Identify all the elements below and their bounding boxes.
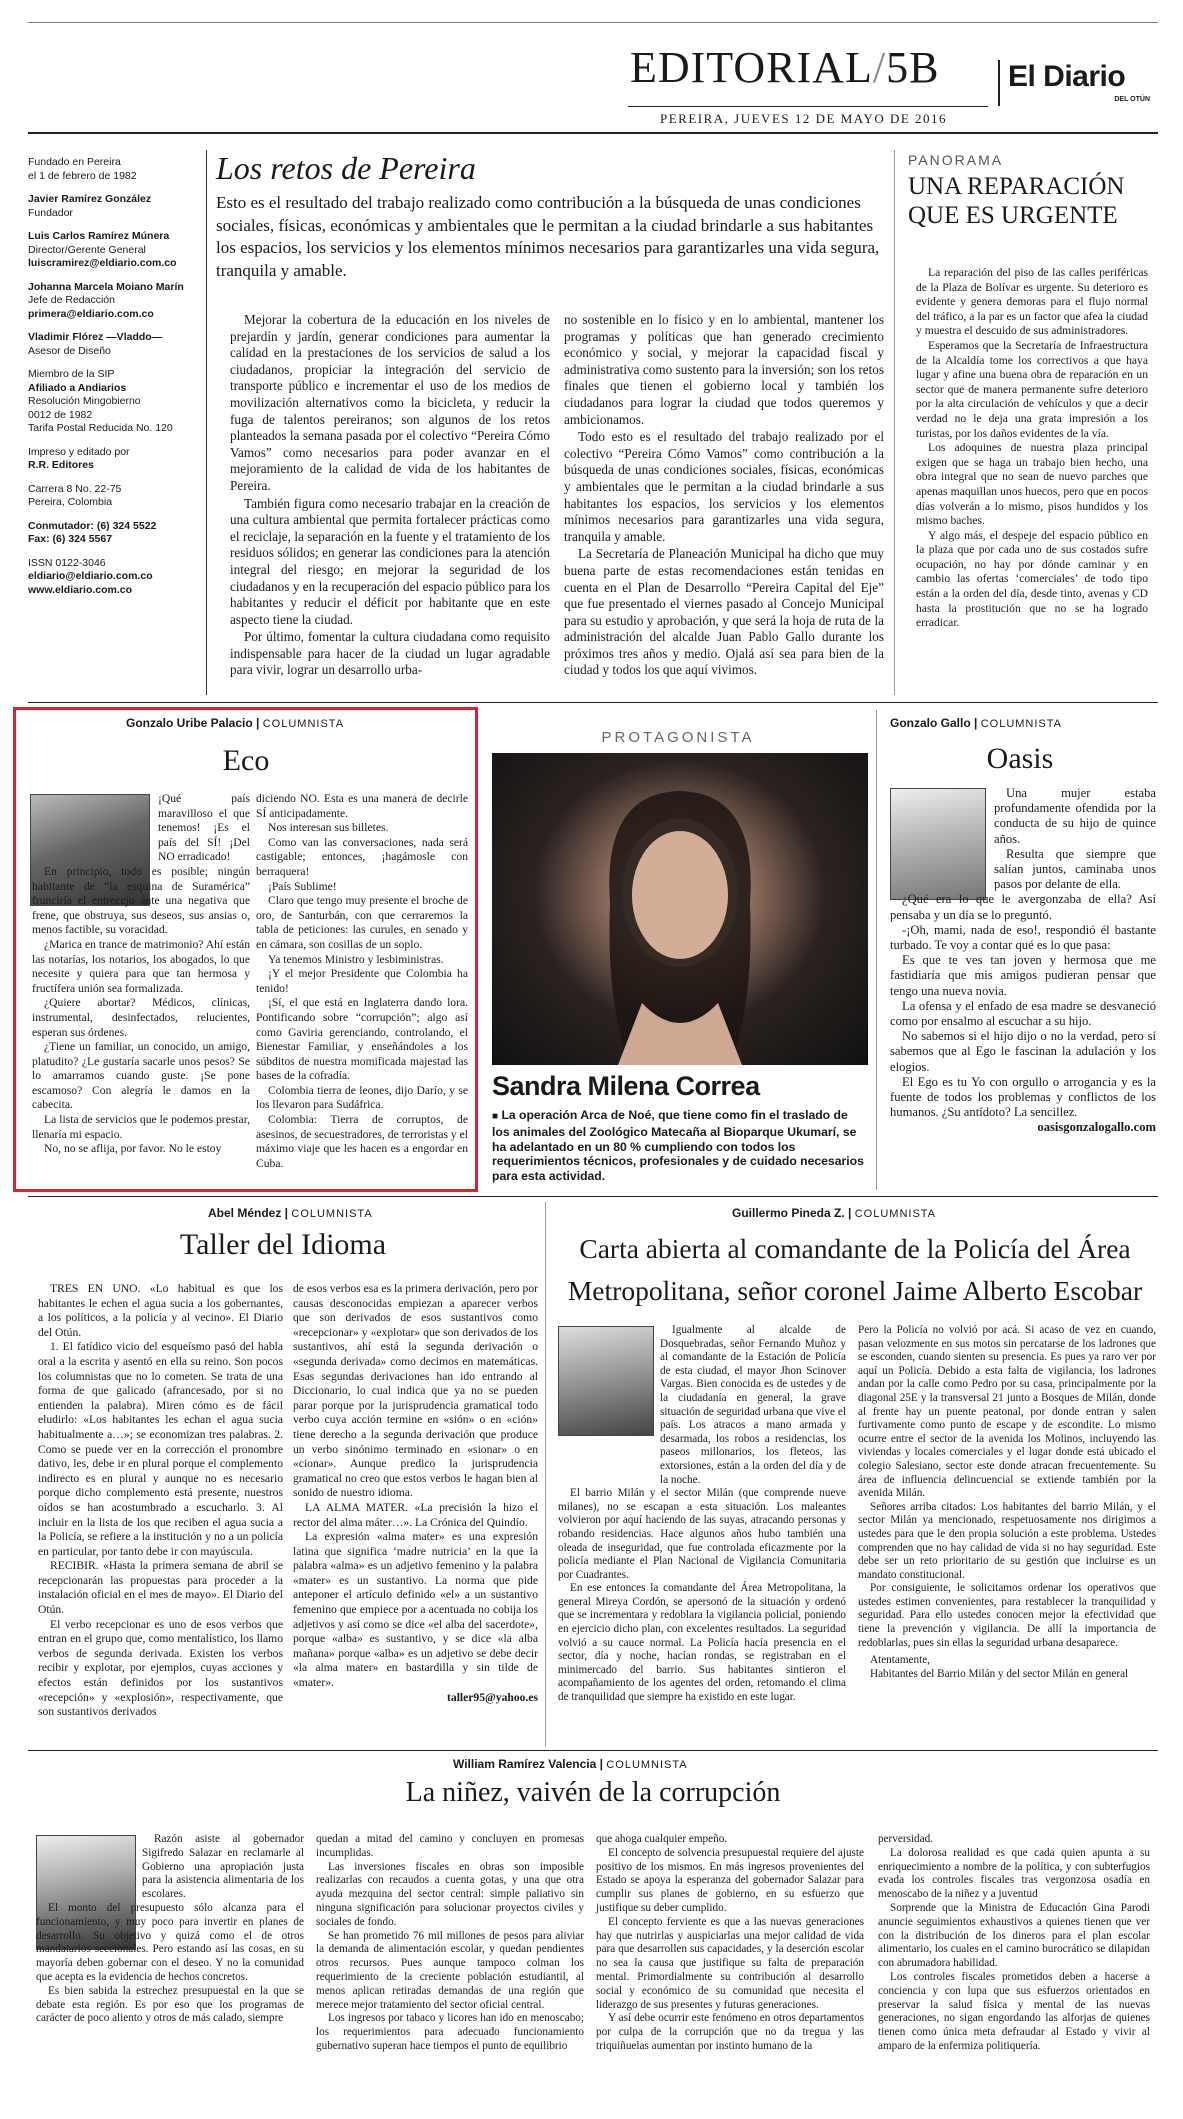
taller-col-1	[38, 1282, 283, 1720]
paragraph: 1. El fatídico vicio del esqueísmo pasó del habla oral a la escrita y asentó en ella su reino. Son pocos los columnistas que no lo cometen. Se trata de una forma de que galicado (afrancesado, por si no entienden la palabra). Miren cómo es de fácil eludirlo: «Los habitantes les echan el agua sucia habitualmente a…»; se economizan tres palabras. 2. Como se puede ver en la corrección el pronombre dativo, les, debe ir en plural porque el complemento indirecto es en plural y aunque no es necesario porque dicho complemento está presente, nuestros oídos se han acostumbrado a escucharlo. 3. Al incluir en la lista de los que reciben el agua sucia a la Policía, se refiere a la institución y no a un policía en particular, por tanto debe ir con mayúscula.	[38, 1340, 283, 1558]
editorial-article	[212, 150, 892, 695]
paragraph: Los controles fiscales prometidos deben a hacerse a conciencia y con lupa que sus esfuerzos orientados en preservar la salud física y mental de las nuevas generaciones, no sigan engordando las alforjas de quienes tienen como única meta defraudar al Estado y vivir al amparo de la enfermiza politiquería.	[878, 1970, 1150, 2052]
taller-byline: Abel Méndez | COLUMNISTA	[208, 1206, 373, 1220]
panorama-article	[898, 150, 1156, 695]
paragraph: El concepto ferviente es que a las nuevas generaciones hay que nutrirlas y auspiciarlas una mejor calidad de vida para que desarrollen sus capacidades, y la deserción escolar no sea la causa que justifique su falta de preparación mental. Primordialmente su contribución al desarrollo social y económico de su comunidad que necesita el liderazgo de sus presentes y futuras generaciones.	[596, 1915, 864, 2011]
paragraph: Claro que tengo muy presente el broche de oro, de Santurbán, con que cerraremos la tabla de peticiones: las curules, en senado y en cámara, son cosillas de un soplo.	[256, 894, 468, 951]
dateline: PEREIRA, JUEVES 12 DE MAYO DE 2016	[660, 111, 948, 126]
paragraph: perversidad.	[878, 1833, 933, 1845]
paragraph: La expresión «alma mater» es una expresión latina que significa ‘madre nutricia’ en la que la palabra «alma» es un adjetivo femenino y la palabra «mater» es un sustantivo. La norma que pide anteponer el artículo definido «el» a un sustantivo femenino que empiece por a acentuada no cobija los adjetivos y así como se dice «el alba del sacerdote», porque «alba» es sustantivo, y se dice «la alba mañana» porque «alba» es un adjetivo se debe decir «la alma mater» en bastardilla y sin tilde de «mater».	[293, 1530, 538, 1690]
staff-spacer	[28, 220, 208, 230]
paragraph: Resulta que siempre que salían juntos, caminaba unos pasos por delante de ella.	[994, 846, 1156, 892]
paragraph: Se han prometido 76 mil millones de pesos para aliviar la demanda de alimentación escolar, y quedan pendientes otros recursos. Pues aunque tampoco colman los requerimiento de la creciente población estudiantil, al menos aplican retiradas demandas de una región que merece mejor tratamiento del sector oficial central.	[316, 1929, 584, 2011]
staff-line: www.eldiario.com.co	[28, 583, 133, 596]
oasis-email: oasisgonzalogallo.com	[1037, 1120, 1156, 1135]
paragraph: -¡Oh, mami, nada de eso!, respondió él bastante turbado. Te voy a contar qué es lo que pasa:	[890, 922, 1156, 953]
paragraph: que ahoga cualquier empeño.	[596, 1833, 728, 1845]
oasis-title: Oasis	[986, 742, 1054, 775]
protagonista-caption: ■ La operación Arca de Noé, que tiene como fin el traslado de los animales del Zoológico Matecaña al Bioparque Ukumarí, se ha adelantado en un 80 % cumpliendo con todos los requerimientos técnicos, profesionales y de cuidado necesarios para esta actividad.	[492, 1108, 864, 1184]
author-role: COLUMNISTA	[854, 1208, 937, 1220]
paragraph: El monto del presupuesto sólo alcanza para el funcionamiento, y muy poco para invertir en planes de desarrollo. Su objetivo y quizá como el de otros mandatarios seccionales. Pero estando así las cosas, en su mayoría deben gobernar con el deseo. Y no la comunidad que acepta es la evidencia de hechos concretos.	[36, 1901, 304, 1983]
paragraph: Igualmente al alcalde de Dosquebradas, señor Fernando Muñoz y al comandante de la Estación de Policía de esta ciudad, el mayor Jhon Scinover Vargas. Bien conocida es de ustedes y de la ciudadanía en general, la grave situación de seguridad urbana que vive el país. Los atracos a mano armada y desarmada, los robos a residencias, los paseos millonarios, los fleteos, las extorsiones, están a la orden del día y de la noche.	[660, 1324, 846, 1486]
staff-line: R.R. Editores	[28, 459, 94, 471]
taller-column	[28, 1202, 538, 1747]
masthead	[0, 0, 1183, 135]
ninez-column	[28, 1755, 1158, 2115]
author-name: Guillermo Pineda Z.	[732, 1206, 845, 1220]
paragraph: ¿Tiene un familiar, un conocido, un amigo, platudito? ¿Le gustaría sacarle unos pesos? Se lo amarramos cuando guste. ¡Se pone escamoso? Con alegría le damos en la cabecita.	[32, 1040, 250, 1112]
taller-email: taller95@yahoo.es	[447, 1690, 538, 1704]
staff-line: Javier Ramírez González	[28, 193, 152, 205]
paragraph: de esos verbos esa es la primera derivación, pero por causas desconocidas empiezan a aparecer verbos que son derivados de esos sustantivos como «recepcionar» y «explotar» que son derivados de los sustantivos, ahí está la segunda derivación o «segunda derivada» como decimos en matemáticas. Esas segundas derivaciones han ido entrando al Diccionario, lo cual indica que ya no se pueden parar porque por la jurisprudencia gramatical todo verbo cuya acción termine en «sión» o en «ción» tiene derecho a la segunda derivación que produce un verbo sinónimo terminado en «sionar» o en «cionar». Aunque predico la jurisprudencia gramatical no creo que estos verbos le hagan bien al sonido de nuestro idioma.	[293, 1282, 538, 1500]
eco-byline: Gonzalo Uribe Palacio | COLUMNISTA	[126, 716, 345, 730]
staff-spacer	[28, 183, 208, 193]
staff-line: Carrera 8 No. 22-75	[28, 482, 122, 495]
staff-spacer	[28, 510, 208, 520]
paragraph: ¿Qué era lo que le avergonzaba de ella? Así pensaba y un día se lo preguntó.	[890, 892, 1156, 922]
paragraph: No sabemos si el hijo dijo o no la verdad, pero sí sabemos que al Ego le fascinan la adulación y los elogios.	[890, 1029, 1156, 1074]
carta-column	[552, 1202, 1158, 1747]
author-role: COLUMNISTA	[291, 1208, 373, 1220]
paragraph: No, no se aflija, por favor. No le estoy	[44, 1142, 222, 1156]
paragraph: ¿Quiere abortar? Médicos, clínicas, instrumental, desinfectados, relucientes, esperan sus órdenes.	[32, 996, 250, 1039]
eco-column	[13, 707, 478, 1192]
editorial-title: Los retos de Pereira	[216, 150, 476, 186]
paragraph: LA ALMA MATER. «La precisión la hizo el rector del alma máter…». La Crónica del Quindío.	[293, 1500, 538, 1529]
carta-col-1	[558, 1324, 846, 1705]
paragraph: Pero la Policía no volvió por acá. Si acaso de vez en cuando, pasan velozmente en sus motos sin percatarse de los ladrones que se esconden, cuando sienten su presencia. Es pues ya raro ver por aquí un Policía. Debido a esta falta de vigilancia, los ladrones andan por la calle como Pedro por su casa, principalmente por la diagonal 25E y la transversal 21 junto a Bosques de Milán, donde al frente hay un puente peatonal, por donde entran y salen furtivamente como punto de escape y de escondite. Lo mismo ocurre entre el sector de la avenida los Molinos, incluyendo las viviendas y locales comerciales y el lugar donde está ubicado el colegio Salesiano, sector este donde atracan frecuentemente. Su área de influencia delincuencial se extiende también por la avenida Milán.	[858, 1324, 1156, 1500]
ninez-col-1	[36, 1833, 304, 2026]
paragraph: El concepto de solvencia presupuestal requiere del ajuste positivo de los mismos. En más ingresos provenientes del Estado se apoya la esperanza del gobernador Salazar para cumplir sus planes de gobierno, en su esfuerzo que justifique su deber cumplido.	[596, 1846, 864, 1914]
paragraph: diciendo NO. Esta es una manera de decirle SÍ anticipadamente.	[256, 792, 468, 820]
paragraph: El barrio Milán y el sector Milán (que comprende nueve milanes), no se escapan a esta situación. Los maleantes volvieron por aquí haciendo de las suyas, atracando personas y robando residencias. Hace algunos años hubo también una oleada de inseguridad, que fue controlada eficazmente por la policía mediante el Plan Nacional de Vigilancia Comunitaria por Cuadrantes.	[558, 1487, 846, 1581]
ninez-col-4	[878, 1833, 1150, 2054]
paragraph: Y así debe ocurrir este fenómeno en otros departamentos por culpa de la corrupción que no da tregua y las triquiñuelas aumentan por instinto humano de la	[596, 2012, 864, 2052]
author-name: Abel Méndez	[208, 1206, 282, 1220]
eco-col-2	[256, 792, 468, 1171]
ninez-col-2	[316, 1833, 584, 2054]
staff-spacer	[28, 547, 208, 557]
paragraph: Los ingresos por tabaco y licores han ido en menoscabo; los requerimientos para adecuado funcionamiento gubernativo superan hace tiempos el punto de equilibrio	[316, 2012, 584, 2052]
staff-line: Fundado en Pereira	[28, 156, 121, 168]
staff-line: Luis Carlos Ramírez Múnera	[28, 230, 170, 242]
protagonista-name: Sandra Milena Correa	[492, 1071, 760, 1101]
staff-line: Director/Gerente General	[28, 243, 146, 256]
author-name: Gonzalo Uribe Palacio	[126, 716, 253, 730]
staff-spacer	[28, 358, 208, 368]
paragraph: ¡Qué país maravilloso el que tenemos! ¡Es el país del SÍ! ¡Del NO erradicado!	[158, 792, 250, 864]
paragraph: La reparación del piso de las calles periféricas de la Plaza de Bolívar es urgente. Su deterioro es evidente y genera demoras para el flujo normal del tráfico, a la par es un factor que afea la ciudad y muestra el descuido de sus administradores.	[916, 266, 1148, 338]
author-role: COLUMNISTA	[980, 718, 1063, 730]
staff-line: eldiario@eldiario.com.co	[28, 570, 153, 582]
paragraph: En ese entonces la comandante del Área Metropolitana, la general Mireya Cordón, se apersonó de la situación y ordenó que se incrementara y redoblara la vigilancia policial, poniendo en ejercicio dicho plan, con excelentes resultados. La seguridad volvió a su cauce normal. La Policía hacía presencia en el sector, día y noche, hacían rondas, se registraban en el minimercado del barrio. Sus habitantes sintieron el acompañamiento de los agentes del orden, retomando el clima de tranquilidad que siempre ha existido en este lugar.	[558, 1582, 846, 1704]
staff-line: Afiliado a Andiarios	[28, 381, 127, 394]
paragraph: Colombia tierra de leones, dijo Darío, y se los llevaron para Sudáfrica.	[256, 1083, 468, 1112]
staff-spacer	[28, 473, 208, 483]
staff-line: Tarifa Postal Reducida No. 120	[28, 422, 173, 434]
staff-line: Vladimir Flórez —Vladdo—	[28, 331, 163, 343]
paragraph: Es bien sabida la estrechez presupuestal en la que se debate esta región. Es por eso que los programas de carácter de poco aliento y otros de más calado, siempre	[36, 1984, 304, 2025]
author-name: Gonzalo Gallo	[890, 716, 971, 730]
protagonista-photo	[492, 753, 868, 1065]
editorial-col-1	[230, 312, 550, 680]
taller-title: Taller del Idioma	[179, 1228, 387, 1261]
staff-spacer	[28, 436, 208, 446]
paragraph: Los adoquines de nuestra plaza principal exigen que se haga un trabajo bien hecho, una obra integral que no sean de nuevo parches que apenas maquillan unos huecos, pero que en pocos días volverán a lo mismo, pisos hundidos y los mismo baches.	[916, 441, 1148, 528]
paragraph: La lista de servicios que le podemos prestar, llenaría mi espacio.	[32, 1113, 250, 1141]
paragraph: Es que te ves tan joven y hermosa que me fastidiaría que mis amigos pudieran pensar que tengo una nueva novia.	[890, 953, 1156, 998]
carta-byline: Guillermo Pineda Z. | COLUMNISTA	[732, 1206, 937, 1220]
paragraph: Colombia: Tierra de corruptos, de asesinos, de secuestradores, de terroristas y el máximo viaje que les hacen es a engordar en Cuba.	[256, 1113, 468, 1170]
paragraph: La Secretaría de Planeación Municipal ha dicho que muy buena parte de estas recomendaciones están tenidas en cuenta en el Plan de Desarrollo “Pereira Capital del Eje” que fue presentado el viernes pasado al Concejo Municipal para su estudio y aprobación, y que será la hoja de ruta de la administración del alcalde Juan Pablo Gallo durante los próximos tres años y medio. Ojalá así sea para bien de la ciudad y todos los que aquí vivimos.	[564, 546, 884, 678]
paper-subtitle: DEL OTÚN	[1114, 96, 1150, 103]
paragraph: RECIBIR. «Hasta la primera semana de abril se recepcionarán las propuestas para proceder a la instalación oficial en el mes de mayo». El Diario del Otún.	[38, 1559, 283, 1617]
paragraph: Razón asiste al gobernador Sigifredo Salazar en reclamarle al Gobierno una apropiación justa para la asistencia alimentaria de los escolares.	[142, 1833, 304, 1901]
staff-line: Fundador	[28, 206, 73, 219]
paragraph: Todo esto es el resultado del trabajo realizado por el colectivo “Pereira Cómo Vamos” como contribución a la búsqueda de unas condiciones sociales, físicas, económicas y ambientales que le permitan a la ciudad brindarle a sus habitantes los espacios, los servicios y los elementos mínimos necesarios para garantizarles una vida segura, tranquila y amable.	[564, 429, 884, 544]
staff-line: Fax: (6) 324 5567	[28, 533, 113, 545]
paragraph: Las inversiones fiscales en obras son imposible realizarlas con recaudos a cuenta gotas, y una que otra ayuda mezquina del sector central: simple paliativo sin ninguna significación para solucionar proyectos civiles y sociales de fondo.	[316, 1860, 584, 1928]
page-number: 5B	[886, 43, 940, 92]
paragraph: El verbo recepcionar es uno de esos verbos que entran en el grupo que, como mentalístico, los llamo verbos de segunda derivada. Existen los verbos recibir y explotar, por ejemplos, cuyas acciones y efectos están definidos por los sustantivos «recepción» y «explosión», respectivamente, que son sustantivos derivados	[38, 1617, 283, 1719]
panorama-title: UNA REPARACIÓN QUE ES URGENTE	[908, 173, 1125, 229]
paragraph: Y algo más, el despeje del espacio público en la plaza que por cada uno de sus costados sufre ocupación, no hay por dónde caminar y en cambio las ofertas ‘comerciales’ de todo tipo están a la orden del día, desde tinto, avenas y CD hasta la prostitución que no se ha logrado erradicar.	[916, 528, 1148, 630]
paragraph: ¡País Sublime!	[268, 879, 337, 893]
paragraph: Señores arriba citados: Los habitantes del barrio Milán, y el sector Milán ya mencionado, respetuosamente nos dirigimos a ustedes para que le den propia solución a este problema. Ustedes comprenden que no hay calidad de vida si no hay seguridad. Este debe ser un reto prioritario de su gestión que incluirse es un mandato constitucional.	[858, 1500, 1156, 1581]
paragraph: Sorprende que la Ministra de Educación Gina Parodi anuncie seguimientos exhaustivos a quienes tienen que ver con la distribución de los dineros para el plan escolar alimentario, los cuales en el camino burocrático se dilapidan con abrumadora habilidad.	[878, 1901, 1150, 1970]
section-title: EDITORIAL/5B	[630, 43, 940, 92]
portrait-icon	[492, 753, 868, 1065]
staff-spacer	[28, 321, 208, 331]
carta-title: Carta abierta al comandante de la Policía del Área Metropolitana, señor coronel Jaime Alberto Escobar	[567, 1233, 1143, 1306]
paragraph: La dolorosa realidad es que cada quien apunta a su enriquecimiento a nombre de la política, y con subterfugios evada los controles fiscales tras vergonzosa osadía en menoscabo de la niñez y a juventud	[878, 1846, 1150, 1901]
staff-line: Resolución Mingobierno	[28, 395, 141, 407]
paragraph: Mejorar la cobertura de la educación en los niveles de prejardín y jardín, generar condiciones para aumentar la calidad en la prestaciones de los servicios de salud a los ciudadanos, propiciar la integración del servicio de transporte público e incrementar el uso de los medios de movilización alternativos como la bicicleta, y reducir la fuga de talentos pereiranos; son algunos de los retos planteados la semana pasada por el colectivo “Pereira Cómo Vamos” como necesarios para poder avanzar en el mejoramiento de la calidad de vida de los habitantes de Pereira.	[230, 312, 550, 493]
paragraph: no sostenible en lo físico y en lo ambiental, mantener los programas y políticas que han generado crecimiento económico y social, y mejorar la capacidad fiscal y administrativa como sustento para la inversión; son los retos finales que tienen el gobierno local y también los ciudadanos para lograr la ciudad que todos queremos y ambicionamos.	[564, 312, 884, 427]
signature: Habitantes del Barrio Milán y del sector Milán en general	[870, 1667, 1129, 1680]
paragraph: quedan a mitad del camino y concluyen en promesas incumplidas.	[316, 1833, 584, 1859]
staff-line: Conmutador: (6) 324 5522	[28, 519, 157, 532]
paper-name: El Diario	[1008, 60, 1126, 93]
paragraph: Nos interesan sus billetes.	[268, 821, 389, 835]
paragraph: En principio, todo es posible; ningún habitante de “la esquina de Suramérica” frunciría el entrecejo ante una negativa que frene, que obstruya, sus deseos, sus ansias o, menos factible, su voracidad.	[32, 864, 250, 937]
ninez-title: La niñez, vaivén de la corrupción	[405, 1777, 781, 1808]
staff-line: Miembro de la SIP	[28, 368, 115, 380]
paragraph: ¿Marica en trance de matrimonio? Ahí están las notarías, los notarios, los abogados, lo que necesite y quiera para que tan hermosa y fructífera unión sea formalizada.	[32, 937, 250, 995]
paragraph: Ya tenemos Ministro y lesbiministras.	[268, 952, 444, 966]
paragraph: ¡Y el mejor Presidente que Colombia ha tenido!	[256, 967, 468, 995]
staff-line: ISSN 0122-3046	[28, 556, 106, 569]
paper-logo	[998, 60, 1154, 106]
section-name: EDITORIAL	[630, 43, 873, 92]
eco-title: Eco	[222, 744, 270, 777]
staff-line: 0012 de 1982	[28, 408, 93, 421]
paragraph: Por consiguiente, le solicitamos ordenar los operativos que ustedes estimen convenientes, para restablecer la tranquilidad y seguridad. Para ello ustedes conocen mejor la efectividad que tiene la prevención y vigilancia. De allí la importancia de redoblarlas, pues sin ellas la seguridad urbana desaparece.	[858, 1582, 1156, 1649]
paragraph: TRES EN UNO. «Lo habitual es que los habitantes le echen el agua sucia a los gobernantes, a los políticos, a la policía y al vecino». El Diario del Otún.	[38, 1282, 283, 1339]
paragraph: Una mujer estaba profundamente ofendida por la conducta de su hijo de quince años.	[994, 786, 1156, 846]
oasis-body	[890, 786, 1156, 1135]
panorama-body	[916, 266, 1148, 631]
ninez-byline: William Ramírez Valencia | COLUMNISTA	[453, 1757, 688, 1771]
paragraph: La ofensa y el enfado de esa madre se desvaneció como por ensalmo al escuchar a su hijo.	[890, 998, 1156, 1029]
author-role: COLUMNISTA	[606, 1759, 688, 1771]
paragraph: Por último, fomentar la cultura ciudadana como requisito indispensable para hacer de la ciudad un lugar agradable para vivir, lograr un desarrollo urba-	[230, 629, 550, 678]
ninez-col-3	[596, 1833, 864, 2054]
paragraph: ¡Sí, el que está en Inglaterra dando lora. Pontificando sobre “corrupción”; algo así como Gaviria gerenciando, controlando, el Bienestar Familiar, y enseñándoles a los súbditos de nuestra momificada majestad las bases de la cofradía.	[256, 996, 468, 1083]
oasis-byline: Gonzalo Gallo | COLUMNISTA	[890, 716, 1063, 730]
author-name: William Ramírez Valencia	[453, 1757, 597, 1771]
staff-line: Impreso y editado por	[28, 445, 130, 458]
signoff: Atentamente,	[870, 1654, 930, 1667]
editorial-col-2	[564, 312, 884, 680]
paragraph: También figura como necesario trabajar en la creación de una cultura ambiental que permita fortalecer prácticas como el reciclaje, la separación en la fuente y el tratamiento de los residuos sólidos; en generar las condiciones para la atención integral del riesgo; en mejorar la seguridad de los ciudadanos y en la recuperación del espacio público para los habitantes y reducir el déficit por habitante que en este aspecto tiene la ciudad.	[230, 495, 550, 627]
staff-line: Johanna Marcela Moiano Marín	[28, 280, 184, 293]
taller-col-2	[293, 1282, 538, 1704]
staff-line: Asesor de Diseño	[28, 344, 111, 357]
paragraph: Esperamos que la Secretaría de Infraestructura de la Alcaldía tome los correctivos a que haya lugar y afine una buena obra de reparación en un sector que de manera permanente sufre deterioro por la alta circulación de vehículos y que a decir verdad no le deja una grata impresión a los turistas, por los daños evidentes de la vía.	[916, 338, 1148, 440]
panorama-kicker: PANORAMA	[908, 152, 1004, 168]
paragraph: El Ego es tu Yo con orgullo o arrogancia y es la fuente de todos los problemas y conflictos de los humanos. ¿Su antídoto? La sencillez.	[890, 1074, 1156, 1120]
carta-col-2	[858, 1324, 1156, 1681]
protagonista-box	[488, 715, 868, 1185]
caption-text: La operación Arca de Noé, que tiene como fin el traslado de los animales del Zoológico Matecaña al Bioparque Ukumarí, se ha adelantado en un 80 % cumpliendo con todos los requerimientos técnicos, profesionales y de cuidado necesarios para esta actividad.	[492, 1108, 864, 1184]
staff-line: el 1 de febrero de 1982	[28, 169, 137, 182]
staff-box	[28, 156, 208, 597]
eco-col-1	[32, 792, 250, 1157]
protagonista-kicker: PROTAGONISTA	[601, 729, 755, 746]
author-role: COLUMNISTA	[262, 718, 345, 730]
staff-line: primera@eldiario.com.co	[28, 307, 154, 320]
staff-line: Pereira, Colombia	[28, 496, 113, 508]
editorial-lead: Esto es el resultado del trabajo realizado como contribución a la búsqueda de unas condiciones sociales, físicas, económicas y ambientales que le permitan a la ciudad brindarle a sus habitantes los espacios, los servicios y los elementos mínimos necesarios para garantizarles una vida segura, tranquila y amable.	[216, 193, 880, 280]
paragraph: Como van las conversaciones, nada será castigable; entonces, ¡hagámosle con berraquera!	[256, 835, 468, 878]
staff-spacer	[28, 271, 208, 281]
staff-line: Jefe de Redacción	[28, 294, 115, 306]
staff-line: luiscramirez@eldiario.com.co	[28, 257, 177, 269]
oasis-column	[882, 710, 1158, 1190]
